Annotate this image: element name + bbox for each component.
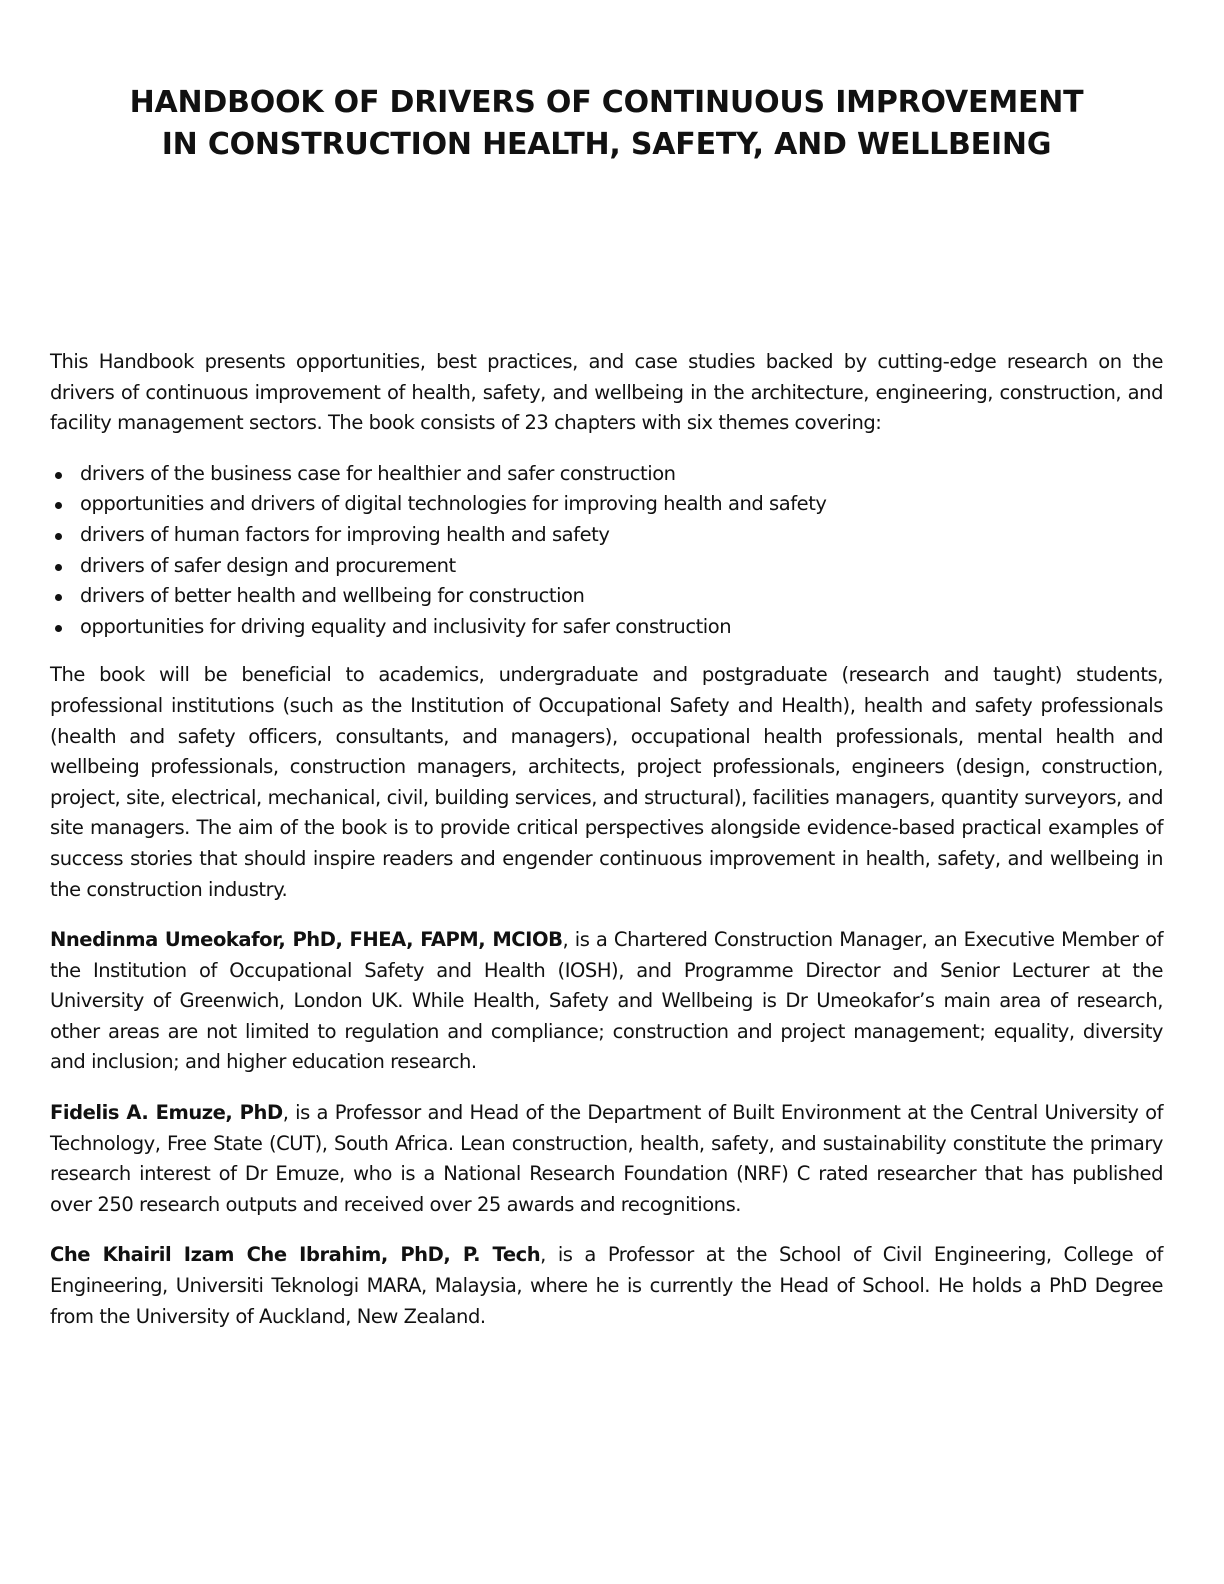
editor-bio-text: , is a Professor and Head of the Department of Built Environment at the Central University of Technology, Free State (CUT), South Africa. Lean construction, health, safety, and sustainability constitute the primary research interest of Dr Emuze, who is a National Research Foundation (NRF) C rated researcher that has published over 250 research outputs and received over 25 awards and recognitions.: [50, 1101, 1163, 1216]
list-item: [50, 489, 1163, 520]
page-title: [50, 82, 1163, 166]
list-item-text: drivers of the business case for healthier and safer construction: [80, 461, 676, 485]
list-item-text: drivers of human factors for improving health and safety: [80, 522, 610, 546]
editor-name: Nnedinma Umeokafor, PhD, FHEA, FAPM, MCIOB: [50, 928, 563, 952]
list-item: [50, 612, 1163, 643]
title-line-1: HANDBOOK OF DRIVERS OF CONTINUOUS IMPROVEMENT: [129, 85, 1084, 120]
bullet-icon: [55, 564, 62, 571]
editor-bio-2: [50, 1098, 1163, 1220]
editor-name: Che Khairil Izam Che Ibrahim, PhD, P. Tech: [50, 1243, 541, 1267]
document-page: [50, 0, 1163, 1584]
bullet-icon: [55, 533, 62, 540]
list-item-text: opportunities for driving equality and inclusivity for safer construction: [80, 614, 732, 638]
editor-bio-3: [50, 1240, 1163, 1332]
editor-bio-text: , is a Professor at the School of Civil Engineering, College of Engineering, Universiti Teknologi MARA, Malaysia, where he is currently the Head of School. He holds a PhD Degree from the University of Auckland, New Zealand.: [50, 1243, 1163, 1328]
editor-bio-text: , is a Chartered Construction Manager, an Executive Member of the Institution of Occupational Safety and Health (IOSH), and Programme Director and Senior Lecturer at the University of Greenwich, London UK. While Health, Safety and Wellbeing is Dr Umeokafor’s main area of research, other areas are not limited to regulation and compliance; construction and project management; equality, diversity and inclusion; and higher education research.: [50, 928, 1163, 1074]
editor-bio-1: [50, 925, 1163, 1078]
bullet-icon: [55, 594, 62, 601]
list-item-text: drivers of safer design and procurement: [80, 553, 456, 577]
list-item-text: drivers of better health and wellbeing for construction: [80, 584, 585, 608]
bullet-icon: [55, 625, 62, 632]
bullet-icon: [55, 502, 62, 509]
themes-list: [50, 459, 1163, 643]
list-item: [50, 459, 1163, 490]
editor-name: Fidelis A. Emuze, PhD: [50, 1101, 283, 1125]
intro-paragraph: This Handbook presents opportunities, best practices, and case studies backed by cutting-edge research on the drivers of continuous improvement of health, safety, and wellbeing in the architecture, engineering, construction, and facility management sectors. The book consists of 23 chapters with six themes covering:: [50, 350, 1163, 435]
list-item: [50, 520, 1163, 551]
document-body: [50, 347, 1163, 1352]
list-item: [50, 551, 1163, 582]
list-item-text: opportunities and drivers of digital technologies for improving health and safety: [80, 492, 827, 516]
bullet-icon: [55, 472, 62, 479]
audience-paragraph: The book will be beneficial to academics, undergraduate and postgraduate (research and taught) students, professional institutions (such as the Institution of Occupational Safety and Health), health and safety professionals (health and safety officers, consultants, and managers), occupational health professionals, mental health and wellbeing professionals, construction managers, architects, project professionals, engineers (design, construction, project, site, electrical, mechanical, civil, building services, and structural), facilities managers, quantity surveyors, and site managers. The aim of the book is to provide critical perspectives alongside evidence-based practical examples of success stories that should inspire readers and engender continuous improvement in health, safety, and wellbeing in the construction industry.: [50, 663, 1163, 901]
list-item: [50, 581, 1163, 612]
title-line-2: IN CONSTRUCTION HEALTH, SAFETY, AND WELLBEING: [161, 127, 1052, 162]
